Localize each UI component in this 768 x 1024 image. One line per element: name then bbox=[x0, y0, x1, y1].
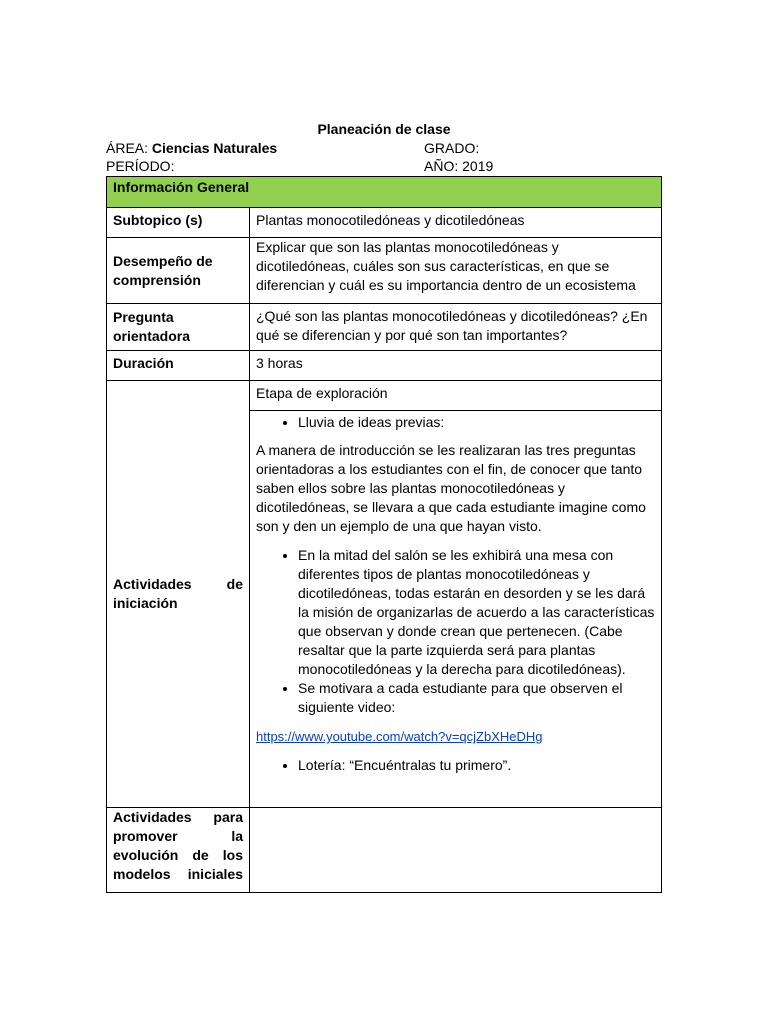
bullet-loteria bbox=[298, 756, 655, 775]
page-title: Planeación de clase bbox=[317, 121, 451, 137]
iniciacion-stage-row bbox=[107, 381, 662, 411]
section-row bbox=[107, 177, 662, 208]
pregunta-row bbox=[107, 304, 662, 351]
evolucion-value bbox=[250, 808, 662, 893]
pregunta-label: Pregunta orientadora bbox=[107, 304, 250, 351]
area-value: Ciencias Naturales bbox=[151, 140, 278, 156]
area-label: ÁREA: bbox=[106, 140, 152, 156]
pregunta-value: ¿Qué son las plantas monocotiledóneas y dicotiledóneas? ¿En qué se diferencian y por qué son tan importantes? bbox=[250, 304, 662, 351]
evolucion-label: Actividades para promover la evolución de los modelos iniciales bbox=[107, 808, 250, 893]
intro-paragraph: A manera de introducción se les realizaran las tres preguntas orientadoras a los estudiantes con el fin, de conocer que tanto saben ellos sobre las plantas monocotiledóneas y dicotiledóneas, se llevara a que cada estudiante imagine como son y den un ejemplo de una que hayan visto. bbox=[256, 442, 646, 534]
anio-label: AÑO: 2019 bbox=[424, 158, 494, 174]
bullet-lluvia: • Lluvia de ideas previas: bbox=[298, 413, 655, 432]
desempeno-value: Explicar que son las plantas monocotiledóneas y dicotiledóneas, cuáles son sus características, en que se diferencian y cuál es su importancia dentro de un ecosistema bbox=[250, 238, 662, 304]
subtopico-value: Plantas monocotiledóneas y dicotiledóneas bbox=[250, 208, 662, 238]
periodo-label: PERÍODO: bbox=[106, 158, 175, 174]
bullet-list-3 bbox=[256, 756, 655, 775]
desempeno-label: Desempeño de comprensión bbox=[107, 238, 250, 304]
iniciacion-stage: Etapa de exploración bbox=[250, 381, 662, 411]
duracion-label: Duración bbox=[107, 351, 250, 381]
duracion-value: 3 horas bbox=[250, 351, 662, 381]
section-title: Información General bbox=[107, 177, 662, 208]
iniciacion-content bbox=[250, 411, 662, 808]
desempeno-row bbox=[107, 238, 662, 304]
video-link-line bbox=[256, 727, 655, 746]
loteria-label: Lotería: bbox=[298, 757, 350, 773]
subtopico-label: Subtopico (s) bbox=[107, 208, 250, 238]
loteria-quote: “Encuéntralas tu primero”. bbox=[349, 757, 512, 773]
bullet-list-1 bbox=[256, 413, 655, 432]
video-link[interactable]: https://www.youtube.com/watch?v=qcjZbXHeDHg bbox=[256, 729, 543, 744]
planning-table bbox=[106, 176, 662, 893]
bullet-video: • Se motivara a cada estudiante para que observen el siguiente video: bbox=[298, 679, 655, 717]
iniciacion-label: Actividades de iniciación bbox=[107, 381, 250, 808]
area-line bbox=[106, 139, 277, 157]
evolucion-row bbox=[107, 808, 662, 893]
grado-label: GRADO: bbox=[424, 140, 480, 156]
subtopico-row bbox=[107, 208, 662, 238]
duracion-row bbox=[107, 351, 662, 381]
bullet-mesa: • En la mitad del salón se les exhibirá una mesa con diferentes tipos de plantas monocotiledóneas y dicotiledóneas, todas estarán en desorden y se les dará la misión de organizarlas de acuerdo a las características que observan y donde crean que pertenecen. (Cabe resaltar que la parte izquierda será para plantas monocotiledóneas y la derecha para dicotiledóneas). bbox=[298, 546, 655, 679]
bullet-list-2 bbox=[256, 546, 655, 717]
